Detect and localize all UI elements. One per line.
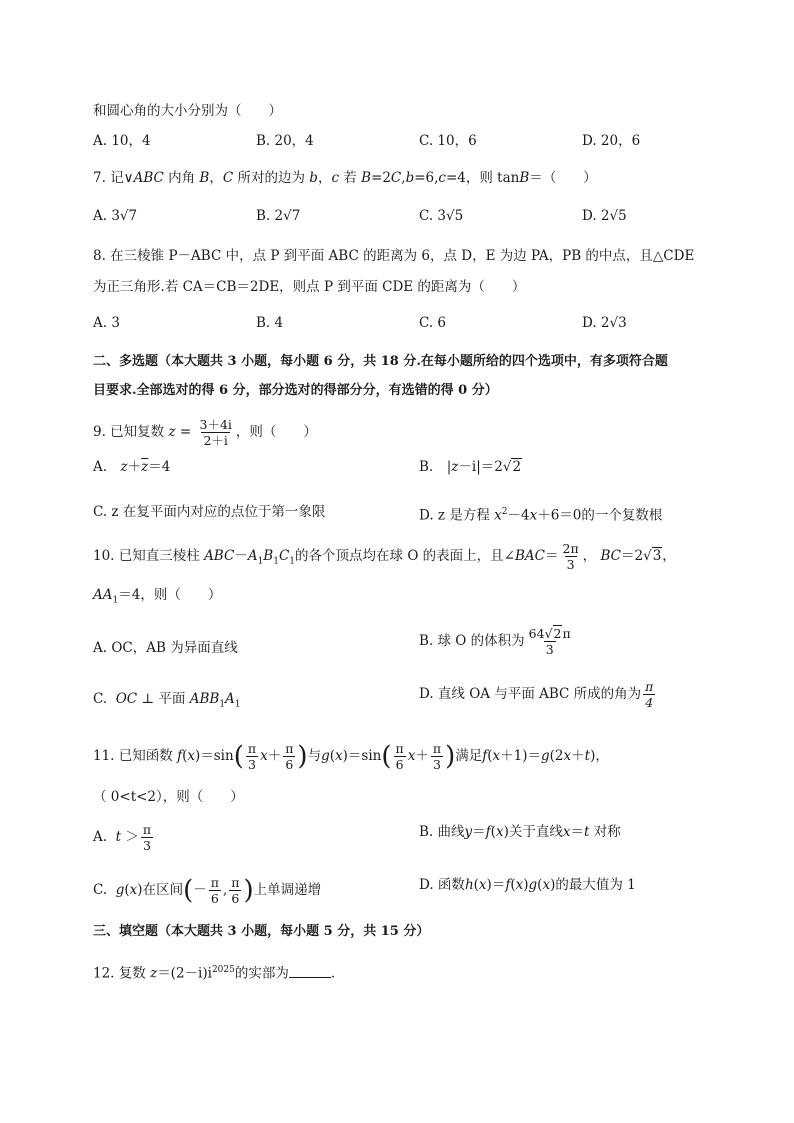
q10-option-c-pre: C. [93, 691, 108, 707]
q9-stem: 9. 已知复数 z = $\frac{3+4i}{2+i}$ ，则（ ） [93, 417, 317, 448]
q9-text-a: 9. 已知复数 [93, 424, 165, 440]
q10-text-b: 的各个顶点均在球 O 的表面上，且 [295, 548, 504, 564]
q10-option-a[interactable]: A. OC，AB 为异面直线 [93, 640, 238, 656]
q11-line2: （ 0<t<2），则（ ） [93, 789, 244, 805]
q7-option-d[interactable]: D. 2√5 [582, 208, 627, 224]
q10-option-d[interactable] [419, 679, 657, 710]
q9-option-d[interactable]: D. z 是方程 $x^2-4x+6=0$的一个复数根 [419, 507, 663, 524]
q11-option-d[interactable]: D. 函数h(x)＝f(x)g(x)的最大值为 1 [419, 877, 636, 893]
q6-tail-text: 和圆心角的大小分别为（ ） [93, 103, 282, 119]
q8-stem-line2 [93, 277, 714, 297]
q10-angle-answer: $\frac{\pi}{4}$ [645, 679, 654, 710]
q6-option-c[interactable]: C. 10，6 [419, 133, 477, 149]
q10-option-c-post: 平面 [158, 691, 186, 707]
q8-option-d[interactable]: D. 2√3 [582, 315, 627, 331]
q11-text-b: 与 [307, 748, 322, 764]
q11-option-c[interactable]: C. g(x)在区间(－ $\frac{\pi}{6}$ , $\frac{\pi}{6}$ )上单调递增 [93, 875, 322, 906]
q9-text-b: ，则（ ） [235, 424, 317, 440]
q9-fraction: $\frac{3+4i}{2+i}$ [199, 417, 232, 448]
q12-text-end: . [330, 965, 336, 982]
q7-option-b[interactable]: B. 2√7 [256, 208, 301, 224]
q9-option-b-label: B. [419, 459, 434, 475]
q8-line1: 8. 在三棱锥 P－ABC 中，点 P 到平面 ABC 的距离为 6，点 D，E 为边 PA，PB 的中点，且△CDE [93, 248, 695, 264]
q7-stem: 7. 记∨ABC 内角 B，C 所对的边为 b，c 若 B=2C,b=6,c=4，则 tanB＝（ ） [93, 170, 597, 186]
q12-stem: 12. 复数 $z=(2-i)i^{2025}$的实部为 . [93, 960, 714, 984]
q11-option-b-pre: B. 曲线 [419, 824, 465, 840]
q11-option-c-post: 上单调递增 [253, 882, 322, 898]
q9-option-d-post: 的一个复数根 [581, 507, 663, 524]
q11-stem: 11. 已知函数 f(x)＝sin( $\frac{\pi}{3}$ x＋ $\frac{\pi}{6}$ )与g(x)＝sin( $\frac{\pi}{6}$ x＋ $\frac{\pi}{3}$ )满足f(x＋1)＝g(2x＋t)， [93, 741, 609, 772]
q11-option-b-post: 对称 [593, 824, 621, 840]
section3-heading [93, 922, 714, 942]
q10-stem: 10. 已知直三棱柱 $ABC-A_1B_1C_1$的各个顶点均在球 O 的表面上，且∠BAC＝ $\frac{2\pi}{3}$ ， BC＝2√3， [93, 541, 676, 572]
q6-option-a[interactable]: A. 10，4 [93, 133, 151, 149]
q7-number: 7. [93, 170, 106, 186]
q11-option-c-pre: C. [93, 882, 108, 898]
q7-text-c: 所对的边为 [237, 170, 305, 186]
q7-option-c[interactable]: C. 3√5 [419, 208, 464, 224]
q10-line2-text: ，则（ ） [140, 587, 222, 603]
q9-option-a-label: A. [93, 459, 108, 475]
section2-line2: 目要求.全部选对的得 6 分，部分选对的得部分分，有选错的得 0 分） [93, 383, 498, 398]
q6-option-d[interactable]: D. 20，6 [582, 133, 641, 149]
q11-option-b[interactable]: B. 曲线y＝f(x)关于直线x＝t 对称 [419, 824, 621, 840]
q7-text-a: 记∨ [110, 170, 134, 186]
q11-text-c: 满足 [455, 748, 483, 764]
q12-text-b: 的实部为 [234, 965, 289, 982]
q7-text-f: ＝（ ） [529, 170, 597, 186]
q12-text-a: 12. 复数 [93, 965, 146, 982]
q11-option-d-post: 的最大值为 1 [555, 877, 636, 893]
q10-volume-fraction: $\frac{64√2\pi}{3}$ [528, 626, 571, 657]
q8-line2: 为正三角形.若 CA＝CB＝2DE，则点 P 到平面 CDE 的距离为（ ） [93, 279, 526, 295]
section2-heading-line2 [93, 381, 714, 401]
q10-option-b[interactable] [419, 626, 575, 657]
q7-text-e: ，则 [465, 170, 493, 186]
q8-stem-line1 [93, 246, 714, 266]
q10-text-a: 10. 已知直三棱柱 [93, 548, 200, 564]
section2-line1: 二、多选题（本大题共 3 小题，每小题 6 分，共 18 分.在每小题所给的四个选项中，有多项符合题 [93, 354, 668, 369]
q10-option-c[interactable]: C. OC ⊥ 平面 $ABB_1A_1$ [93, 691, 241, 710]
q11-stem-line2 [93, 787, 714, 807]
section2-heading-line1 [93, 352, 714, 372]
q7-text-d: 若 [343, 170, 357, 186]
q10-stem-line2: $AA_1=4$，则（ ） [93, 587, 222, 606]
section3-text: 三、填空题（本大题共 3 小题，每小题 5 分，共 15 分） [93, 924, 430, 939]
q8-option-c[interactable]: C. 6 [419, 315, 447, 331]
q7-text-b: 内角 [168, 170, 196, 186]
q11-option-a-label: A. [93, 829, 108, 845]
q11-option-d-pre: D. 函数 [419, 877, 465, 893]
q6-option-b[interactable]: B. 20，4 [256, 133, 314, 149]
q9-option-b[interactable]: B. |z－i|＝2√2 [419, 459, 522, 475]
q12-answer-blank[interactable] [289, 963, 331, 978]
q9-option-c[interactable]: C. z 在复平面内对应的点位于第一象限 [93, 504, 326, 520]
q10-angle-fraction: $\frac{2\pi}{3}$ [562, 541, 579, 572]
q9-option-a[interactable]: A. $z+\overline{z}=4$ [93, 459, 171, 475]
q9-option-d-pre: D. z 是方程 [419, 507, 490, 524]
q11-option-a[interactable]: A. t ＞ $\frac{\pi}{3}$ [93, 822, 152, 853]
q10-option-d-label: D. 直线 OA 与平面 ABC 所成的角为 [419, 686, 642, 702]
q11-text-a: 11. 已知函数 [93, 748, 173, 764]
q11-option-b-mid: 关于直线 [508, 824, 563, 840]
q10-option-b-label: B. 球 O 的体积为 [419, 633, 525, 649]
q6-tail [93, 101, 714, 121]
q11-option-c-mid: 在区间 [142, 882, 184, 898]
q8-option-a[interactable]: A. 3 [93, 315, 120, 331]
q7-option-a[interactable]: A. 3√7 [93, 208, 138, 224]
q8-option-b[interactable]: B. 4 [256, 315, 284, 331]
